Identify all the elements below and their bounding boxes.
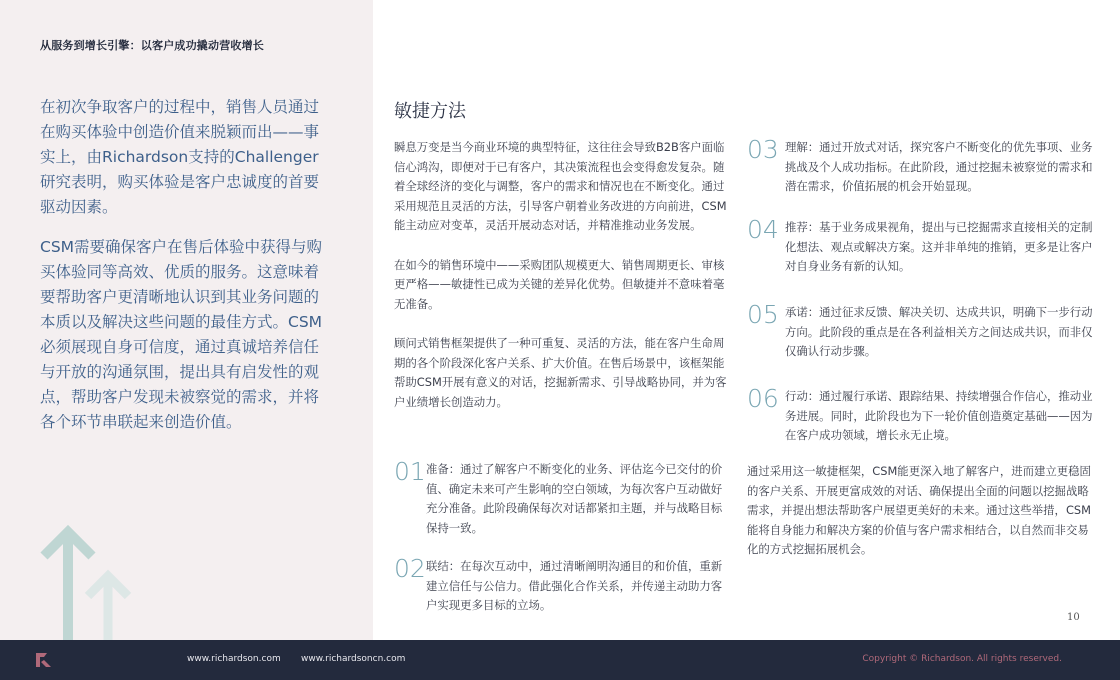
step-text: 准备：通过了解客户不断变化的业务、评估迄今已交付的价值、确定未来可产生影响的空白领域，为每次客户互动做好充分准备。此阶段确保每次对话都紧扣主题，并与战略目标保持一致。 [426,462,723,535]
section-body [394,138,727,432]
left-panel [0,0,373,640]
growth-arrows-icon [36,520,146,640]
step-text: 联结：在每次互动中，通过清晰阐明沟通目的和价值，重新建立信任与公信力。借此强化合作关系，并传递主动助力客户实现更多目标的立场。 [426,559,723,612]
step-item [747,215,1095,277]
footer-link-richardsoncn[interactable]: www.richardsoncn.com [301,654,406,664]
footer-link-richardson[interactable]: www.richardson.com [187,654,281,664]
document-title: 从服务到增长引擎：以客户成功撬动营收增长 [40,39,264,52]
section-title: 敏捷方法 [394,101,466,122]
step-item [394,457,729,538]
closing-paragraph: 通过采用这一敏捷框架，CSM能更深入地了解客户，进而建立更稳固的客户关系、开展更富成效的对话、确保提出全面的问题以挖掘战略需求，并提出想法帮助客户展望更美好的未来。通过这些举措，CSM能将自身能力和解决方案的价值与客户需求相结合，以自然而非交易化的方式挖掘拓展机会。 [747,464,1091,556]
step-item [747,135,1095,197]
richardson-logo-icon [34,651,54,669]
body-paragraph: 顾问式销售框架提供了一种可重复、灵活的方法，能在客户生命周期的各个阶段深化客户关系、扩大价值。在售后场景中，该框架能帮助CSM开展有意义的对话，挖掘新需求、引导战略协同，并为客户业绩增长创造动力。 [394,336,727,409]
copyright-text: Copyright © Richardson. All rights reserved. [862,654,1062,664]
step-number: 04 [747,215,779,244]
intro-text [40,95,325,450]
body-paragraph: 瞬息万变是当今商业环境的典型特征，这往往会导致B2B客户面临信心鸿沟，即便对于已有客户，其决策流程也会变得愈发复杂。随着全球经济的变化与调整，客户的需求和情况也在不断变化。通过采用规范且灵活的方法，引导客户朝着业务改进的方向前进，CSM能主动应对变革，灵活开展动态对话，并精准推动业务发展。 [394,140,727,232]
step-item [394,554,729,616]
step-text: 推荐：基于业务成果视角，提出与已挖掘需求直接相关的定制化想法、观点或解决方案。这并非单纯的推销，更多是让客户对自身业务有新的认知。 [785,220,1093,273]
footer [0,640,1120,680]
step-number: 02 [394,554,426,583]
step-item [747,384,1095,446]
body-paragraph: 在如今的销售环境中——采购团队规模更大、销售周期更长、审核更严格——敏捷性已成为关键的差异化优势。但敏捷并不意味着毫无准备。 [394,257,725,311]
step-number: 05 [747,300,779,329]
step-text: 承诺：通过征求反馈、解决关切、达成共识，明确下一步行动方向。此阶段的重点是在各利益相关方之间达成共识，而非仅仅确认行动步骤。 [785,305,1093,358]
page-number: 10 [1067,612,1080,623]
step-number: 01 [394,457,426,486]
step-number: 03 [747,135,779,164]
step-number: 06 [747,384,779,413]
intro-paragraph: 在初次争取客户的过程中，销售人员通过在购买体验中创造价值来脱颖而出——事实上，由Richardson支持的Challenger研究表明，购买体验是客户忠诚度的首要驱动因素。 [40,98,320,216]
intro-paragraph: CSM需要确保客户在售后体验中获得与购买体验同等高效、优质的服务。这意味着要帮助客户更清晰地认识到其业务问题的本质以及解决这些问题的最佳方式。CSM必须展现自身可信度，通过真诚培养信任与开放的沟通氛围，提出具有启发性的观点，帮助客户发现未被察觉的需求，并将各个环节串联起来创造价值。 [40,238,323,431]
step-item [747,300,1095,362]
step-text: 行动：通过履行承诺、跟踪结果、持续增强合作信心，推动业务进展。同时，此阶段也为下一轮价值创造奠定基础——因为在客户成功领域，增长永无止境。 [785,389,1093,442]
step-text: 理解：通过开放式对话，探究客户不断变化的优先事项、业务挑战及个人成功指标。在此阶段，通过挖掘未被察觉的需求和潜在需求，价值拓展的机会开始显现。 [785,140,1093,193]
